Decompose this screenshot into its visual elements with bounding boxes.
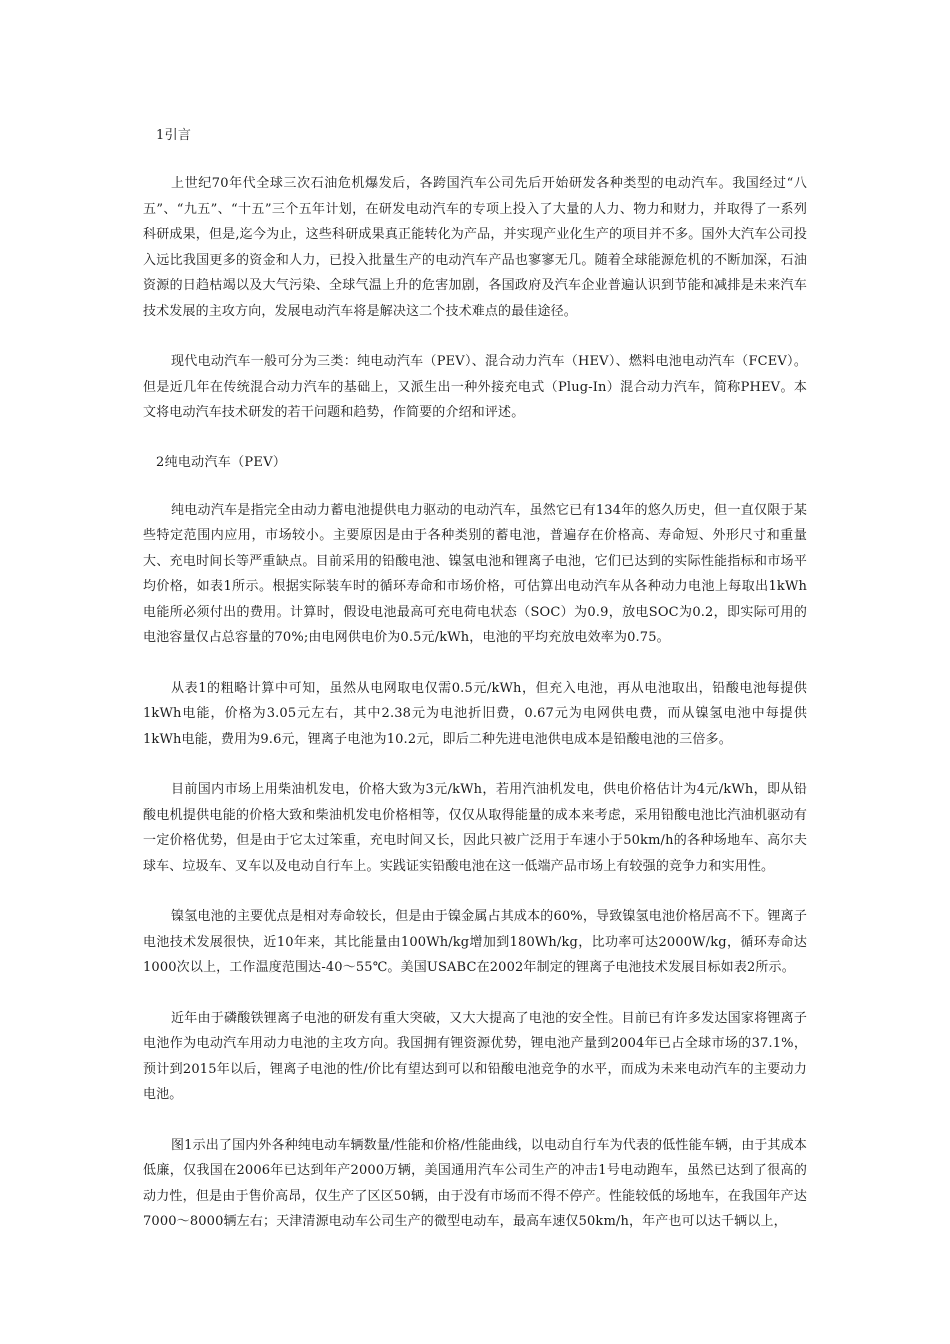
paragraph-nimh-liion: 镍氢电池的主要优点是相对寿命较长，但是由于镍金属占其成本的60%，导致镍氢电池价格居高不下。锂离子电池技术发展很快，近10年来，其比能量由100Wh/kg增加到180Wh/kg，比功率可达2000W/kg，循环寿命达1000次以上，工作温度范围达-40～55℃。美国USABC在2002年制定的锂离子电池技术发展目标如表2所示。	[143, 909, 807, 975]
paragraph-pev-definition: 纯电动汽车是指完全由动力蓄电池提供电力驱动的电动汽车，虽然它已有134年的悠久历史，但一直仅限于某些特定范围内应用，市场较小。主要原因是由于各种类别的蓄电池，普遍存在价格高、寿命短、外形尺寸和重量大、充电时间长等严重缺点。目前采用的铅酸电池、镍氢电池和锂离子电池，它们已达到的实际性能指标和市场平均价格，如表1所示。根据实际装车时的循环寿命和市场价格，可估算出电动汽车从各种动力电池上每取出1kWh电能所必须付出的费用。计算时，假设电池最高可充电荷电状态（SOC）为0.9，放电SOC为0.2，即实际可用的电池容量仅占总容量的70%;由电网供电价为0.5元/kWh，电池的平均充放电效率为0.75。	[143, 502, 807, 645]
section-heading-introduction: 1引言	[156, 128, 192, 143]
paragraph-lead-acid: 目前国内市场上用柴油机发电，价格大致为3元/kWh，若用汽油机发电，供电价格估计为4元/kWh，即从铅酸电机提供电能的价格大致和柴油机发电价格相等，仅仅从取得能量的成本来考虑，采用铅酸电池比汽油机驱动有一定价格优势，但是由于它太过笨重，充电时间又长，因此只被广泛用于车速小于50km/h的各种场地车、高尔夫球车、垃圾车、叉车以及电动自行车上。实践证实铅酸电池在这一低端产品市场上有较强的竞争力和实用性。	[143, 782, 807, 874]
paragraph-history: 上世纪70年代全球三次石油危机爆发后，各跨国汽车公司先后开始研发各种类型的电动汽车。我国经过“八五”、“九五”、“十五”三个五年计划，在研发电动汽车的专项上投入了大量的人力、物力和财力，并取得了一系列科研成果，但是,迄今为止，这些科研成果真正能转化为产品，并实现产业化生产的项目并不多。国外大汽车公司投入远比我国更多的资金和人力，已投入批量生产的电动汽车产品也寥寥无几。随着全球能源危机的不断加深，石油资源的日趋枯竭以及大气污染、全球气温上升的危害加剧，各国政府及汽车企业普遍认识到节能和减排是未来汽车技术发展的主攻方向，发展电动汽车将是解决这二个技术难点的最佳途径。	[143, 176, 807, 319]
paragraph-figure1: 图1示出了国内外各种纯电动车辆数量/性能和价格/性能曲线，以电动自行车为代表的低性能车辆，由于其成本低廉，仅我国在2006年已达到年产2000万辆，美国通用汽车公司生产的冲击1号电动跑车，虽然已达到了很高的动力性，但是由于售价高昂，仅生产了区区50辆，由于没有市场而不得不停产。性能较低的场地车，在我国年产达7000～8000辆左右；天津清源电动车公司生产的微型电动车，最高车速仅50km/h，年产也可以达千辆以上，	[143, 1137, 807, 1229]
paragraph-classification: 现代电动汽车一般可分为三类：纯电动汽车（PEV）、混合动力汽车（HEV）、燃料电池电动汽车（FCEV）。但是近几年在传统混合动力汽车的基础上，又派生出一种外接充电式（Plug-In）混合动力汽车，简称PHEV。本文将电动汽车技术研发的若干问题和趋势，作简要的介绍和评述。	[143, 354, 807, 420]
paragraph-lifepo4: 近年由于磷酸铁锂离子电池的研发有重大突破，又大大提高了电池的安全性。目前已有许多发达国家将锂离子电池作为电动汽车用动力电池的主攻方向。我国拥有锂资源优势，锂电池产量到2004年已占全球市场的37.1%，预计到2015年以后，锂离子电池的性/价比有望达到可以和铅酸电池竞争的水平，而成为未来电动汽车的主要动力电池。	[143, 1010, 807, 1102]
document-body	[143, 124, 807, 1235]
section-heading-pev: 2纯电动汽车（PEV）	[156, 454, 287, 470]
paragraph-cost-analysis: 从表1的粗略计算中可知，虽然从电网取电仅需0.5元/kWh，但充入电池，再从电池取出，铅酸电池每提供1kWh电能，价格为3.05元左右，其中2.38元为电池折旧费，0.67元为电网供电费，而从镍氢电池中每提供1kWh电能，费用为9.6元，锂离子电池为10.2元，即后二种先进电池供电成本是铅酸电池的三倍多。	[143, 680, 807, 747]
